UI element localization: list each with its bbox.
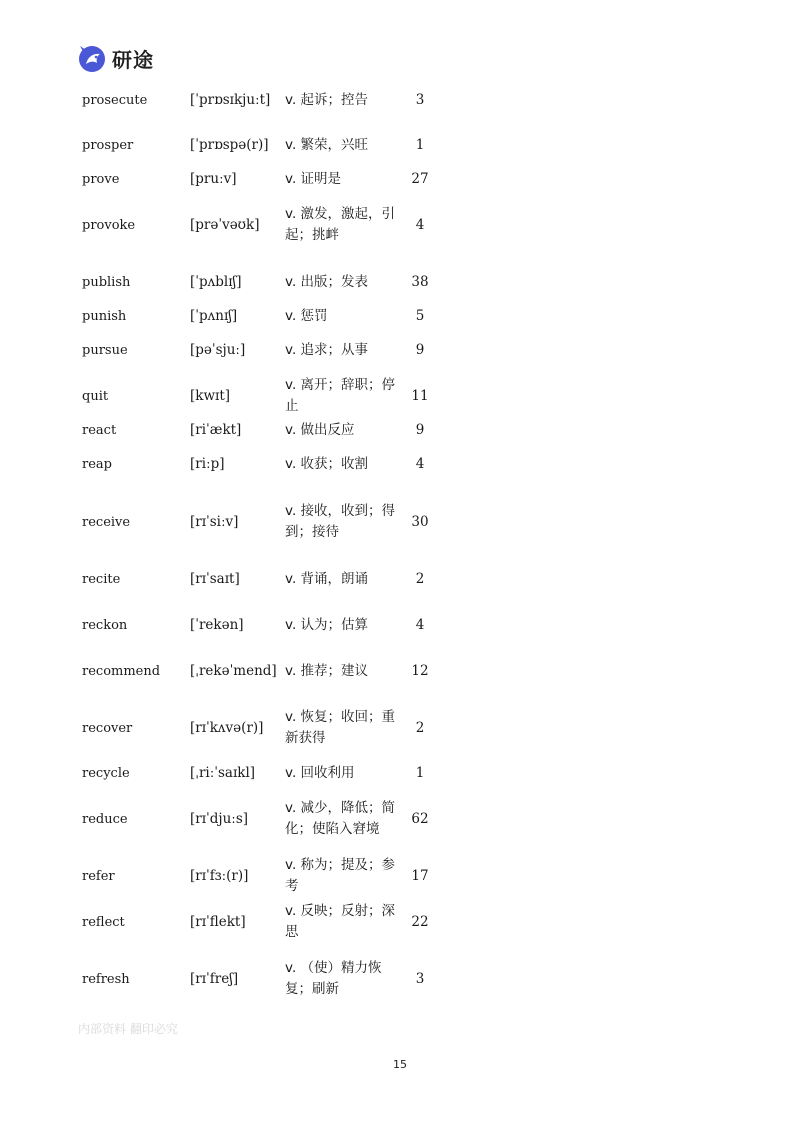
frequency-cell: 4 [415,456,425,472]
frequency-cell: 17 [411,868,429,884]
word-cell: recover [82,720,133,736]
meaning-cell: v. 证明是 [285,170,342,187]
meaning-cell: v. 做出反应 [285,421,355,438]
word-cell: reflect [82,914,125,930]
word-cell: quit [82,388,109,404]
word-cell: reckon [82,617,128,633]
meaning-cell: v. 认为；估算 [285,616,369,633]
meaning-cell: v. 繁荣，兴旺 [285,136,369,153]
frequency-cell: 62 [411,811,429,827]
meaning-cell: v. 惩罚 [285,307,328,324]
word-cell: refresh [82,971,130,987]
frequency-cell: 22 [411,914,429,930]
word-cell: receive [82,514,131,530]
meaning-cell: v. 反映；反射；深思 [285,903,396,940]
word-cell: prosecute [82,92,148,108]
word-cell: punish [82,308,127,324]
meaning-cell: v. 回收利用 [285,764,355,781]
phonetic-cell: [kwɪt] [190,388,231,404]
phonetic-cell: [ˌrekəˈmend] [190,663,277,679]
word-cell: react [82,422,117,438]
word-cell: publish [82,274,131,290]
phonetic-cell: [ˈprɒsɪkjuːt] [190,92,271,108]
word-cell: pursue [82,342,128,358]
meaning-cell: v. 出版；发表 [285,273,369,290]
meaning-cell: v. 收获；收割 [285,455,369,472]
frequency-cell: 1 [415,137,425,153]
word-cell: reap [82,456,112,472]
brand-name: 研途 [112,47,154,72]
frequency-cell: 9 [415,422,425,438]
meaning-cell: v. 离开；辞职；停止 [285,377,396,414]
phonetic-cell: [pəˈsjuː] [190,342,246,358]
frequency-cell: 27 [411,171,429,187]
frequency-cell: 38 [411,274,429,290]
frequency-cell: 1 [415,765,425,781]
frequency-cell: 4 [415,217,425,233]
meaning-cell: v. 减少，降低；简化；使陷入窘境 [285,800,396,837]
phonetic-cell: [ˌriːˈsaɪkl] [190,765,256,781]
phonetic-cell: [rɪˈkʌvə(r)] [190,720,264,736]
frequency-cell: 11 [411,388,429,404]
word-cell: provoke [82,217,136,233]
phonetic-cell: [rɪˈsiːv] [190,514,239,530]
frequency-cell: 2 [415,720,425,736]
phonetic-cell: [ˈprɒspə(r)] [190,137,269,153]
frequency-cell: 3 [415,92,425,108]
frequency-cell: 3 [415,971,425,987]
meaning-cell: v. （使）精力恢复；刷新 [285,960,382,997]
phonetic-cell: [riˈækt] [190,422,242,438]
frequency-cell: 5 [415,308,425,324]
phonetic-cell: [ˈpʌnɪʃ] [190,308,238,324]
phonetic-cell: [ˈrekən] [190,617,244,633]
frequency-cell: 4 [415,617,425,633]
page-number: 15 [393,1058,407,1071]
table-row [0,939,800,1019]
phonetic-cell: [rɪˈfɜː(r)] [190,868,249,884]
word-cell: prove [82,171,120,187]
phonetic-cell: [rɪˈdjuːs] [190,811,249,827]
phonetic-cell: [prəˈvəʊk] [190,217,260,233]
word-cell: reduce [82,811,128,827]
frequency-cell: 12 [411,663,429,679]
meaning-cell: v. 起诉；控告 [285,91,369,108]
word-cell: recite [82,571,121,587]
meaning-cell: v. 称为；提及；参考 [285,857,396,894]
word-cell: recycle [82,765,130,781]
frequency-cell: 30 [411,514,429,530]
phonetic-cell: [pruːv] [190,171,237,187]
word-cell: recommend [82,663,161,679]
meaning-cell: v. 背诵，朗诵 [285,570,369,587]
phonetic-cell: [riːp] [190,456,225,472]
phonetic-cell: [rɪˈflekt] [190,914,246,930]
meaning-cell: v. 接收，收到；得到；接待 [285,503,396,540]
meaning-cell: v. 激发，激起，引起；挑衅 [285,206,396,243]
meaning-cell: v. 追求；从事 [285,341,369,358]
phonetic-cell: [ˈpʌblɪʃ] [190,274,242,290]
phonetic-cell: [rɪˈfreʃ] [190,971,239,987]
meaning-cell: v. 恢复；收回；重新获得 [285,709,396,746]
word-cell: refer [82,868,115,884]
meaning-cell: v. 推荐；建议 [285,662,369,679]
frequency-cell: 9 [415,342,425,358]
phonetic-cell: [rɪˈsaɪt] [190,571,240,587]
word-cell: prosper [82,137,134,153]
frequency-cell: 2 [415,571,425,587]
watermark: 内部资料 翻印必究 [78,1022,178,1036]
